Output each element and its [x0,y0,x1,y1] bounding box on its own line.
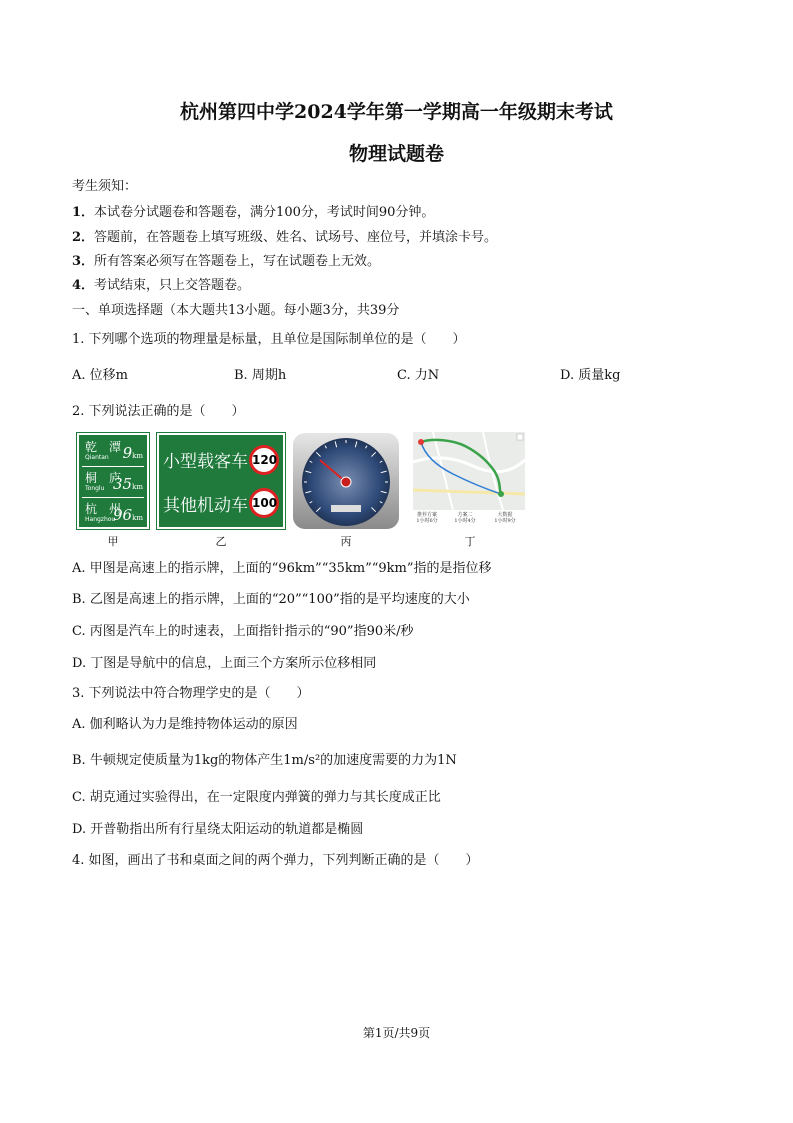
notice-item-4 [72,274,250,293]
question-3-option-b: B. 牛顿规定使质量为1kg的物体产生1m/s²的加速度需要的力为1N [72,753,457,768]
sign-unit: km [132,514,143,522]
sign-place-en: Tonglu [85,485,105,492]
plan-time: 1小时4分 [454,518,476,524]
notice-item-number: 3． [72,254,95,269]
plan-name: 方案二 [457,512,473,518]
question-3-stem: 3. 下列说法中符合物理学史的是（ ） [72,686,310,701]
notice-item-2 [72,226,497,245]
notice-item-text: 本试卷分试题卷和答题卷，满分100分，考试时间90分钟。 [94,205,435,220]
speedometer-figure [293,433,399,529]
question-1-option-a: A. 位移m [72,368,128,383]
sign-distance: 9 [122,444,133,462]
question-1-option-c: C. 力N [397,368,440,383]
figure-caption-bing: 丙 [340,535,352,548]
notice-item-text: 答题前，在答题卷上填写班级、姓名、试场号、座位号，并填涂卡号。 [94,230,498,245]
question-2-stem: 2. 下列说法正确的是（ ） [72,404,245,419]
odometer-window [331,505,361,512]
sign-distance: 35 [113,475,133,493]
sign-row [83,438,145,466]
question-3-option-d: D. 开普勒指出所有行星绕太阳运动的轨道都是椭圆 [72,822,364,837]
vehicle-type: 小型载客车 [163,452,248,472]
notice-item-3 [72,250,380,269]
sign-row [83,469,145,497]
plan-name: 大数据 [497,512,513,518]
sign-place-en: Qiantan [85,454,109,461]
question-3-option-c: C. 胡克通过实验得出，在一定限度内弹簧的弹力与其长度成正比 [72,790,441,805]
needle-hub [341,477,351,487]
sign-place-en: Hangzhou [85,516,116,523]
notice-item-1 [72,201,434,220]
exam-subtitle: 物理试题卷 [348,143,444,165]
navigation-map-figure [413,432,525,524]
plan-time: 1小时6分 [416,518,438,524]
speed-limit-sign [157,433,285,529]
question-2-option-d: D. 丁图是导航中的信息，上面三个方案所示位移相同 [72,656,377,671]
highway-distance-sign [77,433,149,529]
sign-place-cn: 乾 潭 [85,440,122,454]
notice-item-text: 考试结束，只上交答题卷。 [94,278,251,293]
notice-item-number: 2． [72,230,95,245]
sign-distance: 96 [113,506,133,524]
start-marker [418,439,424,445]
notice-item-text: 所有答案必须写在答题卷上，写在试题卷上无效。 [94,254,381,269]
page-footer: 第1页/共9页 [362,1026,431,1040]
plan-name: 推荐方案 [416,512,438,518]
sign-place-cn: 杭 州 [85,502,122,516]
speed-limit-badge: 120 [249,445,279,475]
figure-caption-jia: 甲 [107,535,119,548]
section-heading: 一、单项选择题（本大题共13小题。每小题3分，共39分 [72,303,400,318]
question-1-option-d: D. 质量kg [560,368,621,383]
question-2-option-b: B. 乙图是高速上的指示牌，上面的“20”“100”指的是平均速度的大小 [72,592,470,607]
figure-caption-ding: 丁 [464,535,476,548]
sign-unit: km [132,483,143,491]
notice-heading: 考生须知： [72,179,138,194]
sign-unit: km [132,452,143,460]
sign-divider [82,497,144,498]
question-3-option-a: A. 伽利略认为力是维持物体运动的原因 [72,717,298,732]
notice-item-number: 1． [72,205,95,220]
map-zoom-control [517,434,523,440]
figure-caption-yi: 乙 [215,535,227,548]
question-2-option-a: A. 甲图是高速上的指示牌，上面的“96km”“35km”“9km”指的是指位移 [72,561,492,576]
speed-limit-badge: 100 [249,488,279,518]
question-2-option-c: C. 丙图是汽车上的时速表，上面指针指示的“90”指90米/秒 [72,624,414,639]
sign-place-cn: 桐 庐 [85,471,122,485]
notice-item-number: 4． [72,278,95,293]
vehicle-type: 其他机动车 [163,496,248,516]
sign-divider [82,466,144,467]
end-marker [498,491,504,497]
question-4-stem: 4. 如图，画出了书和桌面之间的两个弹力，下列判断正确的是（ ） [72,853,479,868]
question-1-stem: 1. 下列哪个选项的物理量是标量，且单位是国际制单位的是（ ） [72,332,466,347]
plan-time: 1小时9分 [494,518,516,524]
question-1-option-b: B. 周期h [234,368,287,383]
exam-title: 杭州第四中学2024学年第一学期高一年级期末考试 [180,101,613,123]
sign-row [83,500,145,528]
